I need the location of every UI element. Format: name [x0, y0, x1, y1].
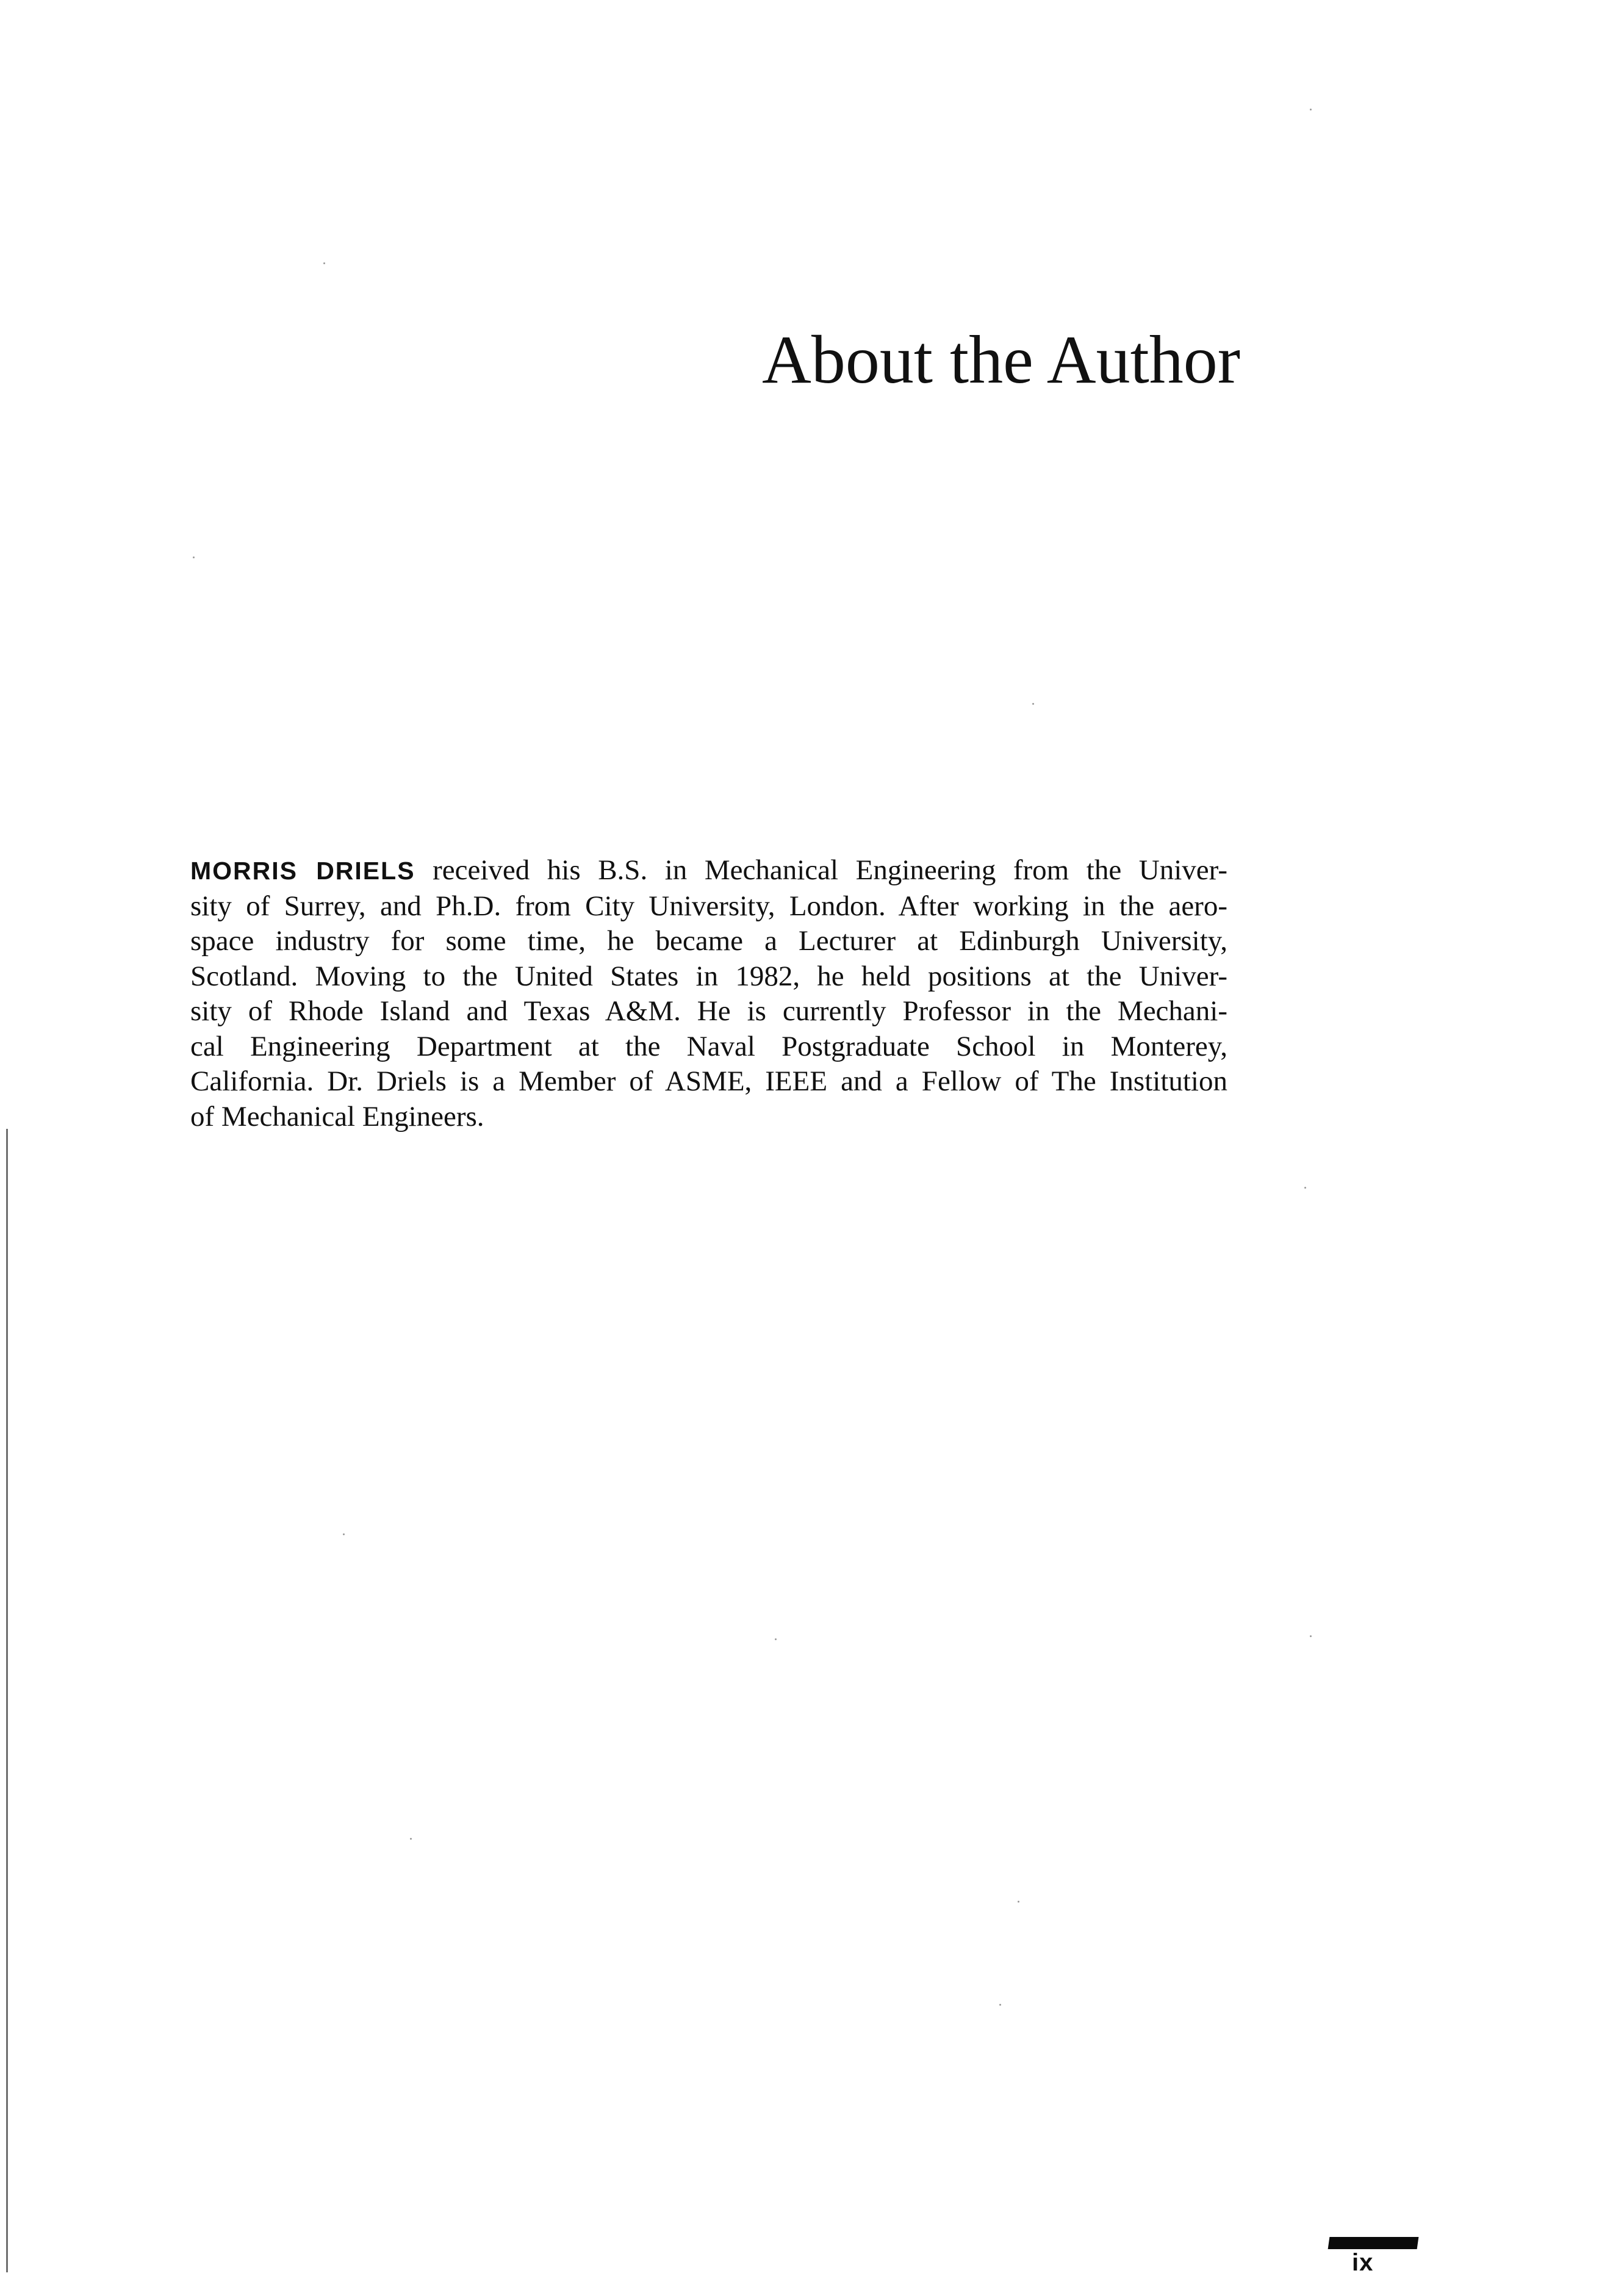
scan-speck	[1310, 109, 1312, 110]
author-name: MORRIS DRIELS	[190, 857, 415, 885]
bio-line: of Mechanical Engineers.	[190, 1100, 484, 1133]
bio-line: California. Dr. Driels is a Member of ASME, IEEE and a Fellow of The Institution	[190, 1065, 1227, 1097]
page-edge-shadow	[6, 1129, 8, 2272]
scan-speck	[775, 1638, 777, 1640]
bio-line: cal Engineering Department at the Naval Postgraduate School in Monterey,	[190, 1030, 1227, 1062]
scan-speck	[343, 1533, 345, 1535]
scan-speck	[1018, 1901, 1019, 1903]
bio-line-text: received his B.S. in Mechanical Engineering from the Univer-	[415, 854, 1227, 886]
scan-speck	[323, 262, 325, 264]
bio-line: sity of Surrey, and Ph.D. from City University, London. After working in the aero-	[190, 890, 1227, 922]
scan-speck	[193, 556, 195, 558]
bio-line: Scotland. Moving to the United States in 1982, he held positions at the Univer-	[190, 960, 1227, 992]
bio-line: space industry for some time, he became a Lecturer at Edinburgh University,	[190, 925, 1227, 957]
page-title: About the Author	[762, 322, 1240, 398]
bio-line: sity of Rhode Island and Texas A&M. He is currently Professor in the Mechani-	[190, 995, 1227, 1027]
bio-line	[190, 853, 1227, 889]
scan-speck	[410, 1838, 412, 1840]
folio-rule	[1328, 2237, 1419, 2249]
scan-speck	[999, 2004, 1001, 2006]
author-bio	[190, 853, 1227, 1134]
scan-speck	[1310, 1635, 1312, 1637]
page-number: ix	[1352, 2249, 1374, 2276]
scan-speck	[1032, 703, 1034, 705]
scan-speck	[1304, 1187, 1306, 1189]
